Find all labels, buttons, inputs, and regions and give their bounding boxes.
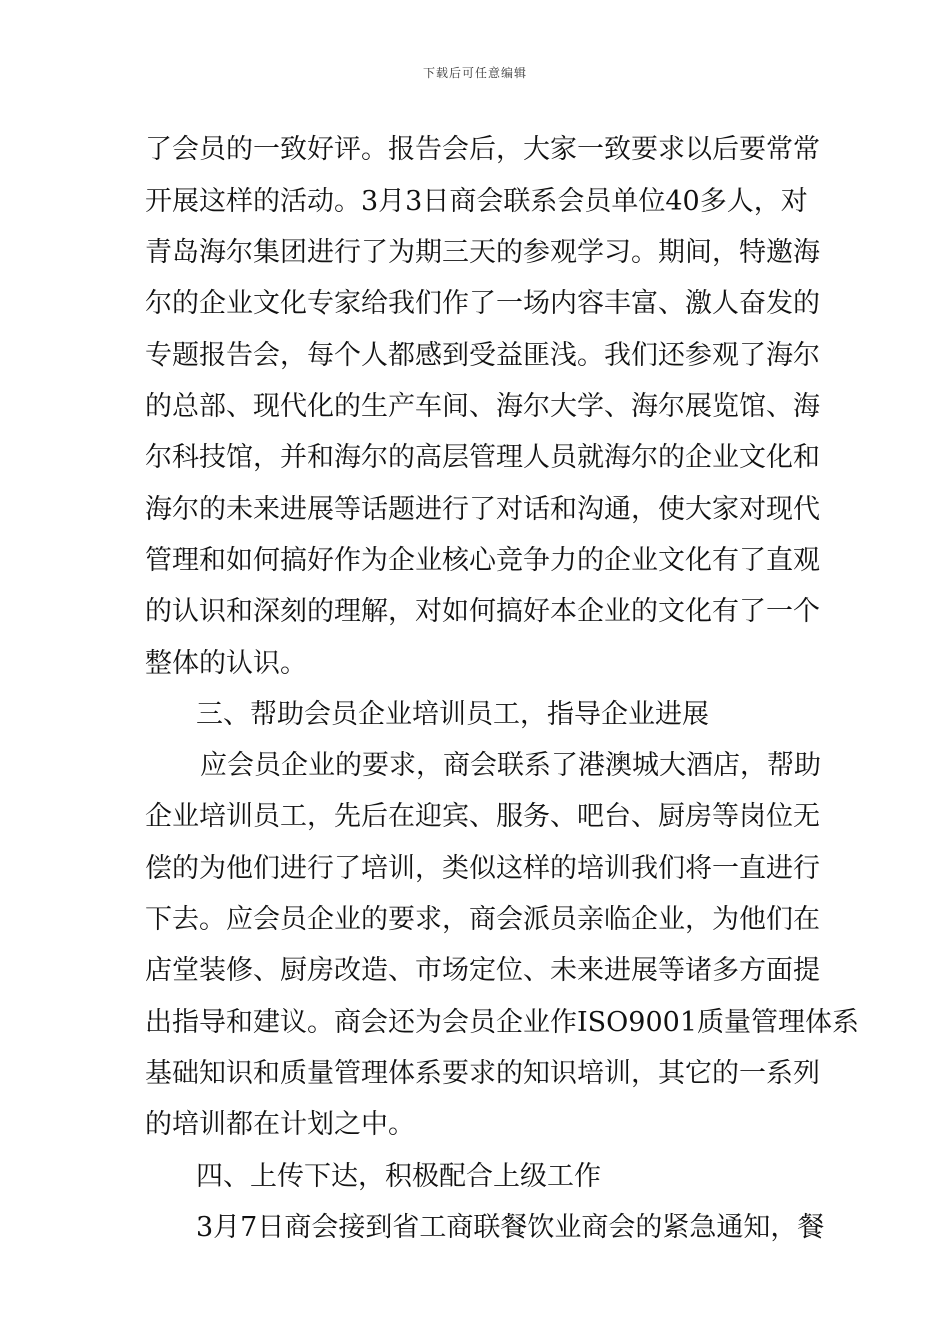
text-line: 企业培训员工，先后在迎宾、服务、吧台、厨房等岗位无	[145, 801, 820, 832]
text-line: 出指导和建议。商会还为会员企业作ISO9001质量管理体系	[145, 1007, 860, 1038]
text-line: 尔的企业文化专家给我们作了一场内容丰富、激人奋发的	[145, 288, 820, 319]
text-line: 下去。应会员企业的要求，商会派员亲临企业，为他们在	[145, 904, 820, 935]
text-line: 开展这样的活动。3月3日商会联系会员单位40多人，对	[145, 186, 808, 217]
page-header: 下载后可任意编辑	[422, 66, 527, 80]
text-line: 偿的为他们进行了培训，类似这样的培训我们将一直进行	[145, 853, 820, 884]
text-line: 基础知识和质量管理体系要求的知识培训，其它的一系列	[145, 1058, 820, 1089]
text-line: 管理和如何搞好作为企业核心竞争力的企业文化有了直观	[145, 545, 820, 576]
text-line: 尔科技馆，并和海尔的高层管理人员就海尔的企业文化和	[145, 442, 820, 473]
text-line: 的总部、现代化的生产车间、海尔大学、海尔展览馆、海	[145, 391, 820, 422]
text-line: 了会员的一致好评。报告会后，大家一致要求以后要常常	[145, 134, 820, 165]
text-line: 店堂装修、厨房改造、市场定位、未来进展等诸多方面提	[145, 955, 820, 986]
text-line: 整体的认识。	[145, 648, 307, 679]
text-line: 应会员企业的要求，商会联系了港澳城大酒店，帮助	[200, 750, 821, 781]
text-line: 青岛海尔集团进行了为期三天的参观学习。期间，特邀海	[145, 237, 820, 268]
section-heading: 四、上传下达，积极配合上级工作	[196, 1161, 601, 1192]
text-line: 专题报告会，每个人都感到受益匪浅。我们还参观了海尔	[145, 340, 820, 371]
text-line: 3月7日商会接到省工商联餐饮业商会的紧急通知，餐	[196, 1212, 825, 1243]
section-heading: 三、帮助会员企业培训员工，指导企业进展	[196, 699, 709, 730]
text-line: 海尔的未来进展等话题进行了对话和沟通，使大家对现代	[145, 494, 820, 525]
text-line: 的培训都在计划之中。	[145, 1109, 415, 1140]
text-line: 的认识和深刻的理解，对如何搞好本企业的文化有了一个	[145, 596, 820, 627]
